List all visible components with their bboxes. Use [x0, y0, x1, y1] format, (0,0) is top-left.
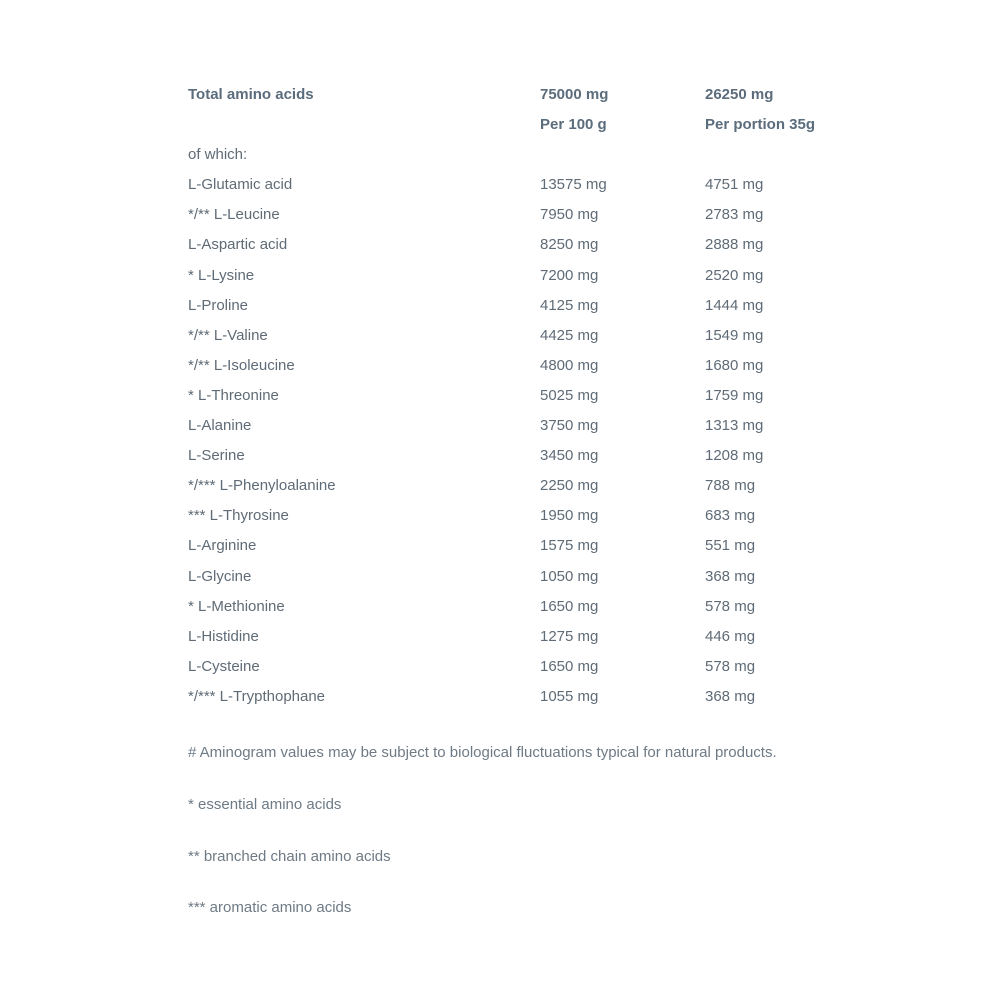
amino-acid-row — [188, 652, 833, 682]
amino-acid-per-portion-value: 368 mg — [705, 687, 756, 705]
amino-acid-name: L-Glycine — [188, 567, 252, 585]
table-totals-row — [188, 80, 833, 110]
amino-acid-per-portion-value: 578 mg — [705, 597, 756, 615]
amino-acid-name: L-Arginine — [188, 537, 257, 555]
total-per-portion-value: 26250 mg — [705, 86, 774, 103]
amino-acid-row — [188, 351, 833, 381]
amino-acid-per-100g-value: 1650 mg — [540, 597, 599, 615]
amino-acid-row — [188, 230, 833, 260]
amino-acid-per-portion-value: 1313 mg — [705, 417, 764, 435]
amino-acid-per-portion-value: 1680 mg — [705, 356, 764, 374]
total-per-100g-value: 75000 mg — [540, 86, 609, 103]
column-header-spacer — [188, 110, 540, 140]
table-title: Total amino acids — [188, 86, 314, 103]
amino-acid-per-100g-value: 1050 mg — [540, 567, 599, 585]
amino-acid-per-portion-value: 368 mg — [705, 567, 756, 585]
amino-acid-row — [188, 592, 833, 622]
amino-acid-per-100g-value: 1055 mg — [540, 687, 599, 705]
amino-acid-per-portion-value: 1549 mg — [705, 326, 764, 344]
amino-acid-name: * L-Methionine — [188, 597, 285, 615]
amino-acid-row — [188, 441, 833, 471]
amino-acid-row — [188, 501, 833, 531]
amino-acid-per-100g-value: 2250 mg — [540, 477, 599, 495]
of-which-row — [188, 140, 833, 170]
amino-acid-per-100g-value: 13575 mg — [540, 176, 607, 194]
amino-acid-per-100g-value: 3450 mg — [540, 447, 599, 465]
amino-acid-per-portion-value: 551 mg — [705, 537, 756, 555]
amino-acid-per-100g-value: 4425 mg — [540, 326, 599, 344]
amino-acid-per-100g-value: 7950 mg — [540, 206, 599, 224]
amino-acid-per-100g-value: 1950 mg — [540, 507, 599, 525]
amino-acid-per-portion-value: 578 mg — [705, 657, 756, 675]
amino-acid-name: L-Alanine — [188, 417, 252, 435]
amino-acid-per-100g-value: 4800 mg — [540, 356, 599, 374]
footnote-item: * essential amino acids — [188, 796, 342, 813]
amino-acid-row — [188, 682, 833, 712]
amino-acid-per-portion-value: 446 mg — [705, 627, 756, 645]
amino-acids-table — [188, 80, 833, 712]
column-header-per-portion: Per portion 35g — [705, 116, 816, 134]
column-header-per-100g: Per 100 g — [540, 116, 607, 134]
amino-acid-name: L-Aspartic acid — [188, 236, 288, 254]
footnote-item: *** aromatic amino acids — [188, 899, 352, 916]
amino-acid-per-portion-value: 4751 mg — [705, 176, 764, 194]
amino-acid-name: * L-Threonine — [188, 386, 279, 404]
amino-acid-name: */** L-Leucine — [188, 206, 280, 224]
amino-acid-per-100g-value: 5025 mg — [540, 386, 599, 404]
amino-acid-name: */*** L-Trypthophane — [188, 687, 326, 705]
amino-acid-row — [188, 261, 833, 291]
amino-acid-per-portion-value: 2888 mg — [705, 236, 764, 254]
amino-acid-row — [188, 291, 833, 321]
amino-acid-per-100g-value: 1575 mg — [540, 537, 599, 555]
amino-acid-per-100g-value: 1275 mg — [540, 627, 599, 645]
amino-acid-row — [188, 321, 833, 351]
amino-acid-per-100g-value: 3750 mg — [540, 417, 599, 435]
amino-acid-name: L-Glutamic acid — [188, 176, 293, 194]
amino-acid-per-portion-value: 2520 mg — [705, 266, 764, 284]
amino-acid-row — [188, 622, 833, 652]
amino-acid-per-portion-value: 1444 mg — [705, 296, 764, 314]
amino-acid-name: L-Histidine — [188, 627, 259, 645]
amino-acid-name: */** L-Isoleucine — [188, 356, 295, 374]
amino-acid-per-100g-value: 1650 mg — [540, 657, 599, 675]
amino-acid-row — [188, 381, 833, 411]
amino-acid-rows — [188, 170, 833, 712]
amino-acid-row — [188, 200, 833, 230]
amino-acid-per-100g-value: 8250 mg — [540, 236, 599, 254]
amino-acid-per-portion-value: 1208 mg — [705, 447, 764, 465]
amino-acid-row — [188, 562, 833, 592]
amino-acid-per-portion-value: 1759 mg — [705, 386, 764, 404]
amino-acid-per-100g-value: 7200 mg — [540, 266, 599, 284]
disclaimer-note: # Aminogram values may be subject to biological fluctuations typical for natural products. — [188, 744, 777, 761]
amino-acid-name: * L-Lysine — [188, 266, 255, 284]
amino-acid-name: L-Proline — [188, 296, 249, 314]
footnotes-list — [188, 790, 391, 945]
amino-acid-row — [188, 471, 833, 501]
amino-acid-row — [188, 411, 833, 441]
amino-acid-name: *** L-Thyrosine — [188, 507, 289, 525]
amino-acid-name: */*** L-Phenyloalanine — [188, 477, 336, 495]
amino-acid-name: L-Serine — [188, 447, 245, 465]
table-column-headers-row — [188, 110, 833, 140]
amino-acid-per-portion-value: 683 mg — [705, 507, 756, 525]
amino-acid-row — [188, 531, 833, 561]
amino-acid-per-portion-value: 2783 mg — [705, 206, 764, 224]
amino-acid-name: L-Cysteine — [188, 657, 260, 675]
amino-acid-per-100g-value: 4125 mg — [540, 296, 599, 314]
of-which-label: of which: — [188, 146, 248, 164]
amino-acid-row — [188, 170, 833, 200]
amino-acid-name: */** L-Valine — [188, 326, 268, 344]
amino-acid-per-portion-value: 788 mg — [705, 477, 756, 495]
footnote-item: ** branched chain amino acids — [188, 847, 391, 865]
